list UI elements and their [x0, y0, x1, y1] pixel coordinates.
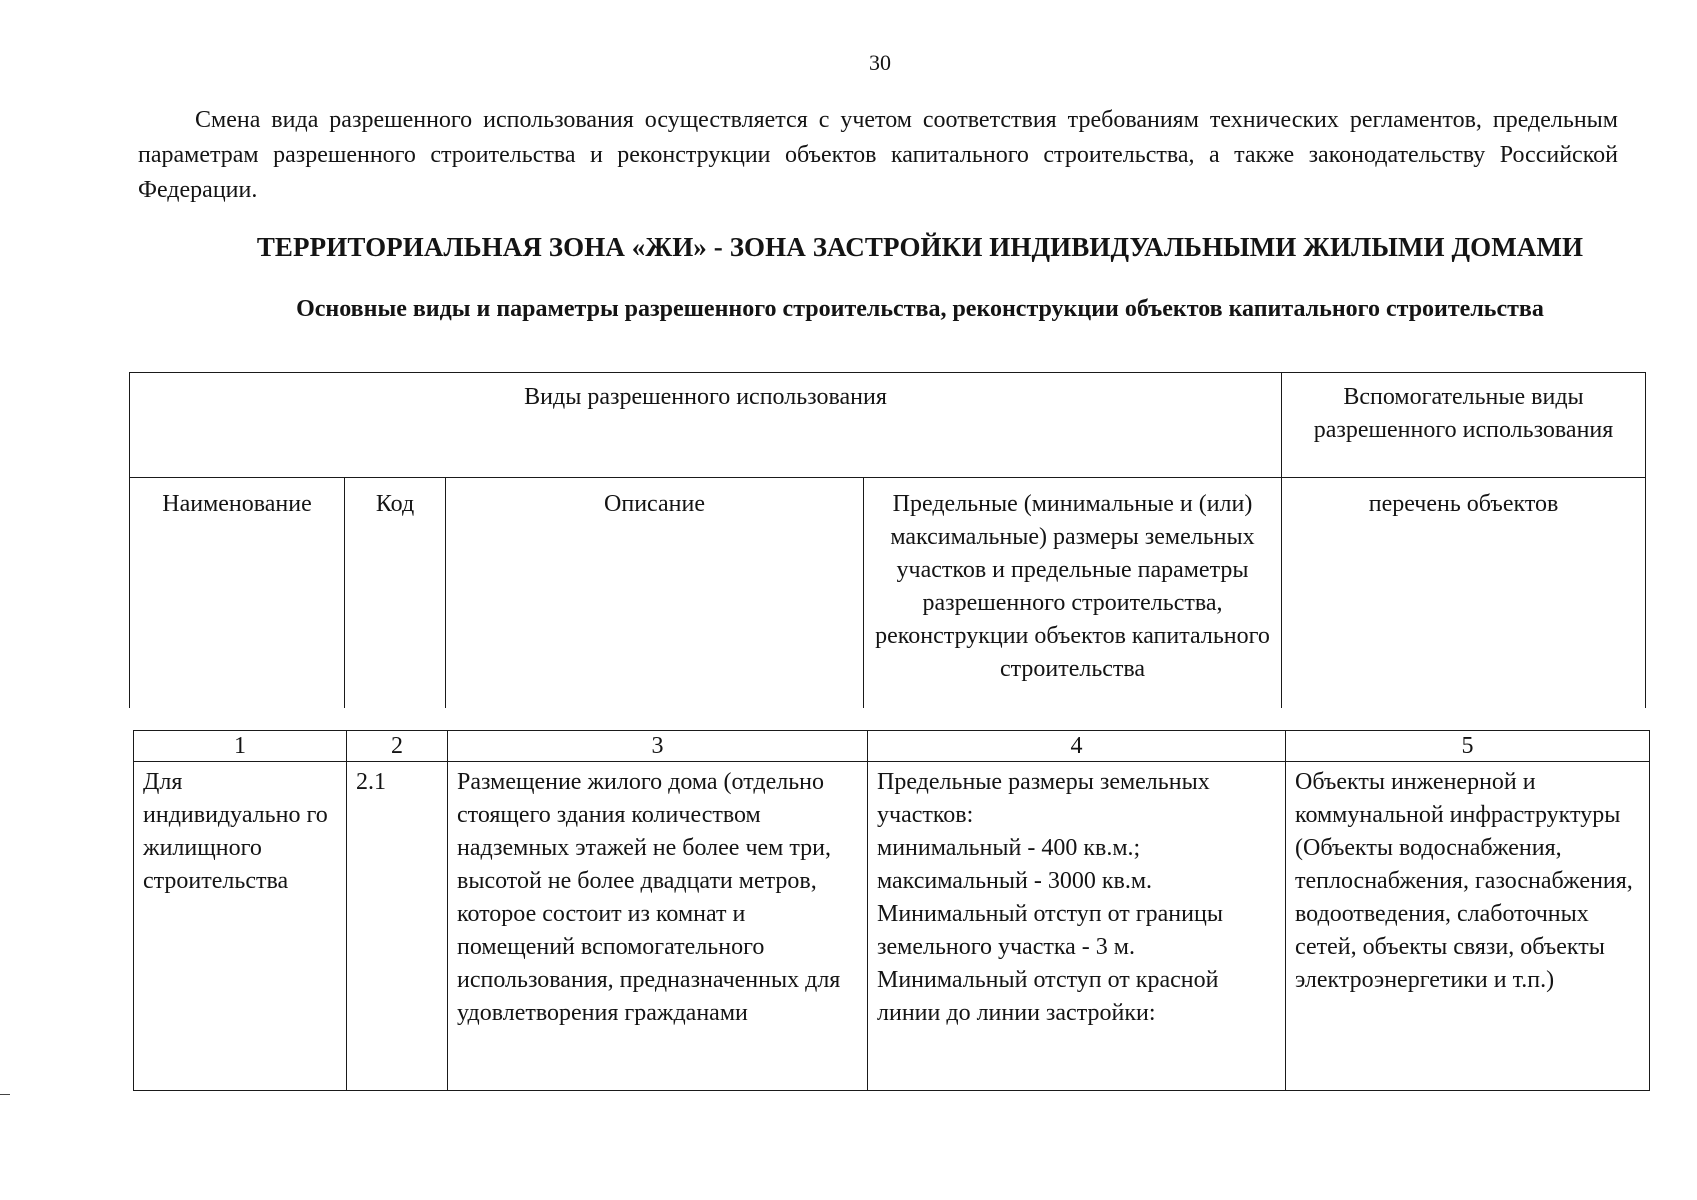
zone-title: ТЕРРИТОРИАЛЬНАЯ ЗОНА «ЖИ» - ЗОНА ЗАСТРОЙКИ ИНДИВИДУАЛЬНЫМИ ЖИЛЫМИ ДОМАМИ	[256, 232, 1584, 262]
cell-objects: Объекты инженерной и коммунальной инфраструктуры (Объекты водоснабжения, теплоснабжения, газоснабжения, водоотведения, слаботочных сетей, объекты связи, объекты электроэнергетики и т.п.)	[1286, 762, 1650, 1091]
column-number: 4	[868, 731, 1286, 762]
header-objects: перечень объектов	[1282, 478, 1646, 709]
column-number: 1	[134, 731, 347, 762]
header-code: Код	[345, 478, 446, 709]
column-number: 3	[448, 731, 868, 762]
cell-description: Размещение жилого дома (отдельно стоящего здания количеством надземных этажей не более чем три, высотой не более двадцати метров, которое состоит из комнат и помещений вспомогательного использования, предназначенных для удовлетворения гражданами	[448, 762, 868, 1091]
intro-paragraph: Смена вида разрешенного использования осуществляется с учетом соответствия требованиям технических регламентов, предельным параметрам разрешенного строительства и реконструкции объектов капитального строительства, а также законодательству Российской Федерации.	[138, 107, 1618, 203]
header-limits: Предельные (минимальные и (или) максимальные) размеры земельных участков и предельные параметры разрешенного строительства, реконструкции объектов капитального строительства	[864, 478, 1282, 709]
header-name: Наименование	[130, 478, 345, 709]
cell-limits: Предельные размеры земельных участков: минимальный - 400 кв.м.; максимальный - 3000 кв.м. Минимальный отступ от границы земельного участка - 3 м. Минимальный отступ от красной линии до линии застройки:	[868, 762, 1286, 1091]
section-title: Основные виды и параметры разрешенного строительства, реконструкции объектов капитального строительства	[296, 296, 1544, 322]
table-header	[129, 372, 1646, 708]
table-body	[133, 730, 1650, 1091]
column-number: 2	[347, 731, 448, 762]
header-aux-group: Вспомогательные виды разрешенного использования	[1282, 373, 1646, 478]
page-number: 30	[869, 50, 891, 75]
column-number: 5	[1286, 731, 1650, 762]
cell-name: Для индивидуально го жилищного строительства	[134, 762, 347, 1091]
margin-mark	[0, 1094, 10, 1095]
header-description: Описание	[446, 478, 864, 709]
header-main-group: Виды разрешенного использования	[130, 373, 1282, 478]
cell-code: 2.1	[347, 762, 448, 1091]
table-row	[134, 762, 1650, 1091]
